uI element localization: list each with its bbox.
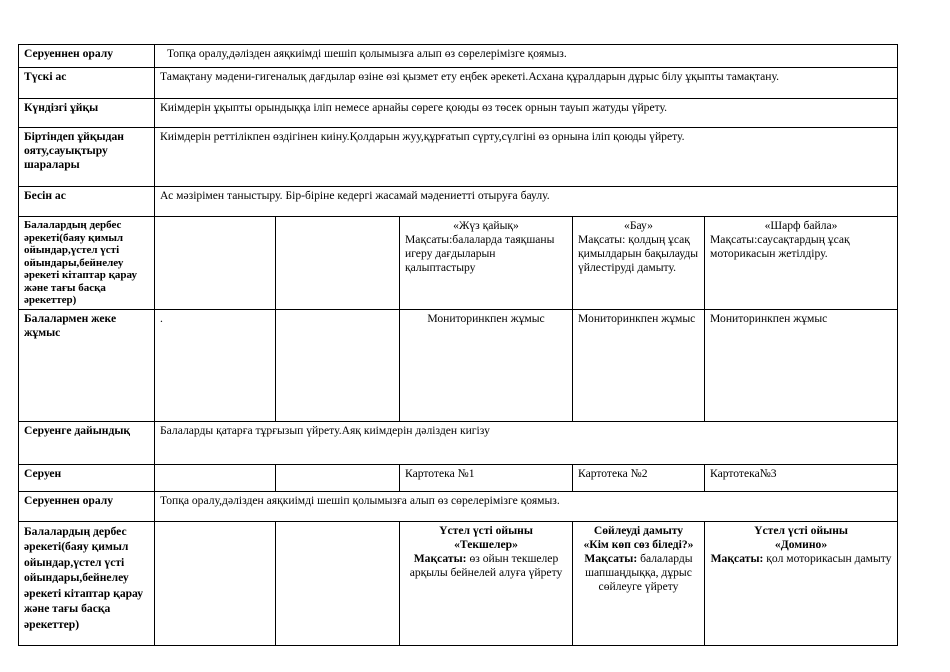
row-label: Балалармен жеке жұмыс: [19, 309, 155, 421]
row-label: Біртіндеп ұйқыдан ояту,сауықтыру шаралары: [19, 128, 155, 187]
row-label: Бесін ас: [19, 187, 155, 217]
game-title: «Бау»: [624, 219, 653, 232]
row-cell: .: [155, 309, 276, 421]
table-row: [19, 464, 898, 491]
table-row: [19, 128, 898, 187]
empty-cell: [155, 521, 276, 645]
game-title: «Текшелер»: [454, 537, 518, 551]
table-row: [19, 491, 898, 521]
table-row: [19, 45, 898, 68]
row-cell: Мониторинкпен жұмыс: [705, 309, 898, 421]
row-text: Тамақтану мәдени-гигеналық дағдылар өзіне өзі қызмет ету еңбек әрекеті.Асхана құралдарын дұрыс білу ұқыпты тамақтану.: [155, 68, 898, 99]
row-text: Топқа оралу,дәлізден аяқкиімді шешіп қолымызға алып өз сөрелерімізге қоямыз.: [155, 45, 898, 68]
empty-cell: [155, 464, 276, 491]
empty-cell: [155, 217, 276, 310]
row-label: Серуен: [19, 464, 155, 491]
row-label: Серуеннен оралу: [19, 45, 155, 68]
empty-cell: [276, 309, 400, 421]
empty-cell: [276, 464, 400, 491]
table-row: [19, 99, 898, 128]
game-goal: Мақсаты:балаларда таяқшаны игеру дағдыларын қалыптастыру: [405, 233, 555, 274]
game-type: Үстел үсті ойыны: [754, 523, 848, 537]
table-row: [19, 309, 898, 421]
empty-cell: [276, 521, 400, 645]
goal-label: Мақсаты:: [584, 551, 638, 565]
game-title: «Домино»: [774, 537, 828, 551]
row-label: Күндізгі ұйқы: [19, 99, 155, 128]
row-label: Түскі ас: [19, 68, 155, 99]
table-row: [19, 421, 898, 464]
game-goal: қол моторикасын дамыту: [766, 551, 892, 565]
game-type: Үстел үсті ойыны: [439, 523, 533, 537]
game-goal: Мақсаты:саусақтардың ұсақ моторикасын жетілдіру.: [710, 233, 850, 260]
game-goal: өз ойын текшелер арқылы бейнелей алуға үйрету: [409, 551, 563, 579]
row-cell: Мониторинкпен жұмыс: [400, 309, 573, 421]
game-cell: [705, 521, 898, 645]
row-text: Ас мәзірімен таныстыру. Бір-біріне кедергі жасамай мәдениетті отыруға баулу.: [155, 187, 898, 217]
goal-label: Мақсаты:: [710, 551, 764, 565]
game-cell: [705, 217, 898, 310]
row-label: Серуеннен оралу: [19, 491, 155, 521]
row-text: Балаларды қатарға тұрғызып үйрету.Аяқ киімдерін дәлізден кигізу: [155, 421, 898, 464]
table-row: [19, 68, 898, 99]
game-title: «Кім көп сөз біледі?»: [583, 537, 694, 551]
table-row: [19, 521, 898, 645]
game-type: Сөйлеуді дамыту: [593, 523, 684, 537]
table-row: [19, 217, 898, 310]
empty-cell: [276, 217, 400, 310]
row-label: Балалардың дербес әрекеті(баяу қимыл ойындар,үстел үсті ойындары,бейнелеу әрекеті кітаптар қарау және тағы басқа әрекеттер): [19, 217, 155, 310]
row-text: Топқа оралу,дәлізден аяқкиімді шешіп қолымызға алып өз сөрелерімізге қоямыз.: [155, 491, 898, 521]
game-title: «Шарф байла»: [764, 219, 838, 232]
row-label: Серуенге дайындық: [19, 421, 155, 464]
table-row: [19, 187, 898, 217]
goal-label: Мақсаты:: [413, 551, 467, 565]
game-title: «Жүз қайық»: [453, 219, 519, 232]
game-goal: Мақсаты: қолдың ұсақ қимылдарын бақылауды үйлестіруді дамыту.: [578, 233, 699, 274]
game-cell: [400, 217, 573, 310]
row-cell: Картотека №1: [400, 464, 573, 491]
game-cell: [573, 521, 705, 645]
daily-plan-table: [18, 44, 898, 646]
game-cell: [400, 521, 573, 645]
game-goal: балаларды шапшаңдыққа, дұрыс сөйлеуге үйрету: [585, 551, 693, 593]
game-cell: [573, 217, 705, 310]
row-cell: Картотека№3: [705, 464, 898, 491]
row-cell: Картотека №2: [573, 464, 705, 491]
row-text: Киімдерін реттілікпен өздігінен киіну.Қолдарын жуу,құрғатып сүрту,сүлгіні өз орнына іліп қоюды үйрету.: [155, 128, 898, 187]
row-text: Киімдерін ұқыпты орындыққа іліп немесе арнайы сөреге қоюды өз төсек орнын тауып жатуды үйрету.: [155, 99, 898, 128]
row-cell: Мониторинкпен жұмыс: [573, 309, 705, 421]
row-label: Балалардың дербес әрекеті(баяу қимыл ойындар,үстел үсті ойындары,бейнелеу әрекеті кітаптар қарау және тағы басқа әрекеттер): [19, 521, 155, 645]
